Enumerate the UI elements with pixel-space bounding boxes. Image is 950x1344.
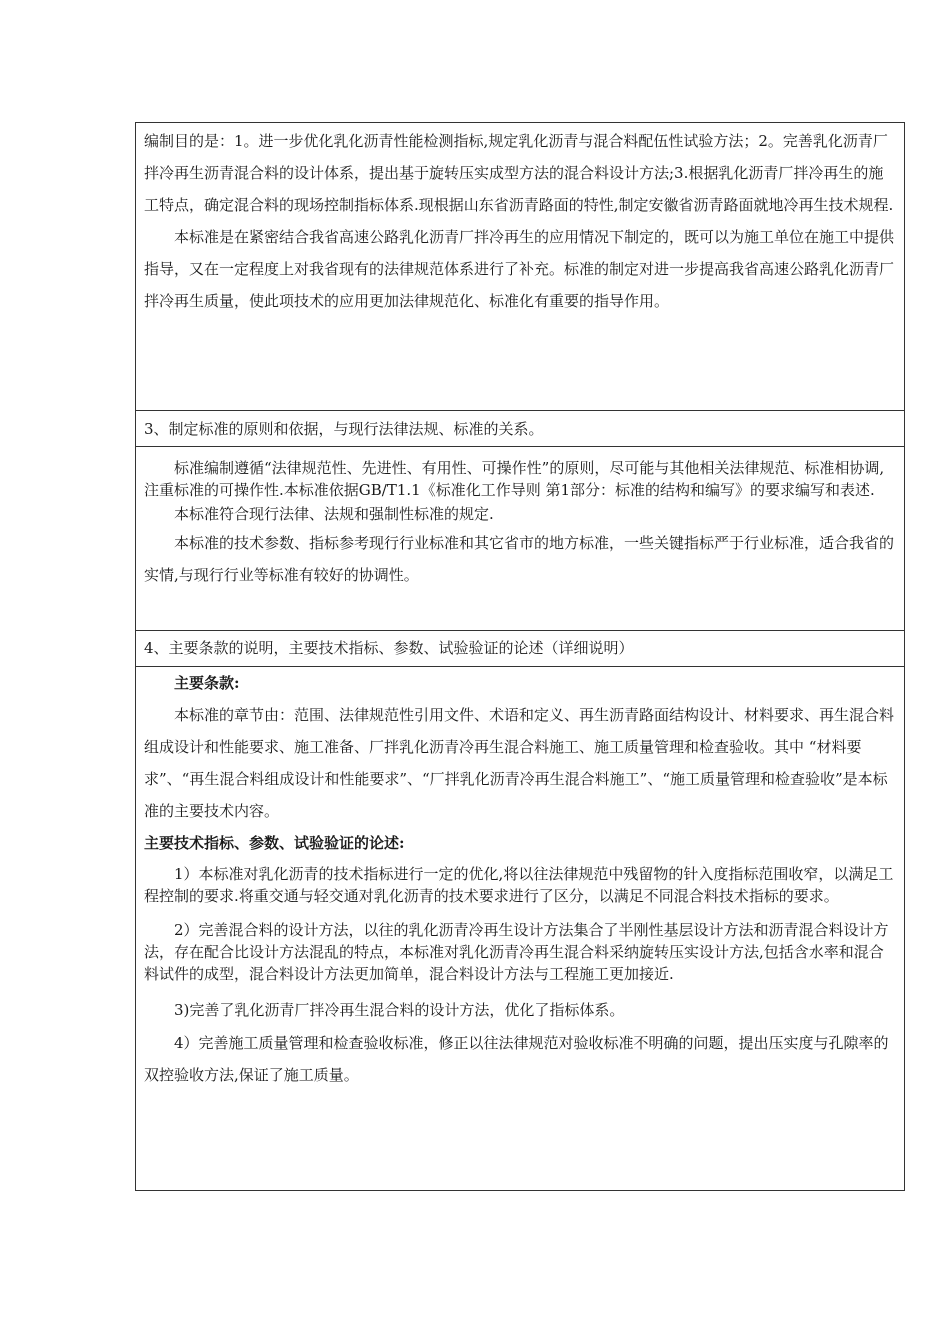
- purpose-paragraph: 编制目的是：1。进一步优化乳化沥青性能检测指标,规定乳化沥青与混合料配伍性试验方法；2。完善乳化沥青厂拌冷再生沥青混合料的设计体系，提出基于旋转压实成型方法的混合料设计方法;3.根据乳化沥青厂拌冷再生的施工特点，确定混合料的现场控制指标体系.现根据山东省沥青路面的特性,制定安徽省沥青路面就地冷再生技术规程.: [144, 132, 894, 214]
- clauses-body-cell: [136, 667, 904, 1190]
- purpose-cell: [136, 123, 904, 411]
- section-heading-4: 4、主要条款的说明，主要技术指标、参数、试验验证的论述（详细说明）: [144, 639, 634, 657]
- principles-body-cell: [136, 447, 904, 631]
- section-heading-3: 3、制定标准的原则和依据，与现行法律法规、标准的关系。: [144, 420, 544, 438]
- technical-indicators-subheading: 主要技术指标、参数、试验验证的论述:: [144, 834, 405, 852]
- item-2: 2）完善混合料的设计方法，以往的乳化沥青冷再生设计方法集合了半刚性基层设计方法和沥青混合料设计方法，存在配合比设计方法混乱的特点，本标准对乳化沥青冷再生混合料采纳旋转压实设计方法,包括含水率和混合料试件的成型，混合料设计方法更加简单，混合料设计方法与工程施工更加接近.: [144, 921, 889, 983]
- parameters-paragraph: 本标准的技术参数、指标参考现行行业标准和其它省市的地方标准，一些关键指标严于行业标准，适合我省的实情,与现行行业等标准有较好的协调性。: [144, 534, 895, 584]
- compliance-paragraph: 本标准符合现行法律、法规和强制性标准的规定.: [174, 505, 494, 523]
- clauses-heading-cell: [136, 631, 904, 667]
- document-table: [135, 122, 905, 1191]
- main-clauses-subheading: 主要条款:: [174, 674, 240, 692]
- principles-heading-cell: [136, 411, 904, 447]
- application-paragraph: 本标准是在紧密结合我省高速公路乳化沥青厂拌冷再生的应用情况下制定的，既可以为施工单位在施工中提供指导，又在一定程度上对我省现有的法律规范体系进行了补充。标准的制定对进一步提高我省高速公路乳化沥青厂拌冷再生质量，使此项技术的应用更加法律规范化、标准化有重要的指导作用。: [144, 228, 895, 310]
- principles-paragraph: 标准编制遵循“法律规范性、先进性、有用性、可操作性”的原则，尽可能与其他相关法律规范、标准相协调,注重标准的可操作性.本标准依据GB/T1.1《标准化工作导则 第1部分：标准的结构和编写》的要求编写和表述.: [144, 459, 885, 499]
- item-1: 1）本标准对乳化沥青的技术指标进行一定的优化,将以往法律规范中残留物的针入度指标范围收窄，以满足工程控制的要求.将重交通与轻交通对乳化沥青的技术要求进行了区分，以满足不同混合料技术指标的要求。: [144, 865, 894, 905]
- item-3: 3)完善了乳化沥青厂拌冷再生混合料的设计方法，优化了指标体系。: [174, 1001, 625, 1019]
- item-4: 4）完善施工质量管理和检查验收标准，修正以往法律规范对验收标准不明确的问题，提出压实度与孔隙率的双控验收方法,保证了施工质量。: [144, 1034, 889, 1084]
- chapters-paragraph: 本标准的章节由：范围、法律规范性引用文件、术语和定义、再生沥青路面结构设计、材料要求、再生混合料组成设计和性能要求、施工准备、厂拌乳化沥青冷再生混合料施工、施工质量管理和检查验收。其中 “材料要求”、“再生混合料组成设计和性能要求”、“厂拌乳化沥青冷再生混合料施工”、“施工质量管理和检查验收”是本标准的主要技术内容。: [144, 706, 895, 820]
